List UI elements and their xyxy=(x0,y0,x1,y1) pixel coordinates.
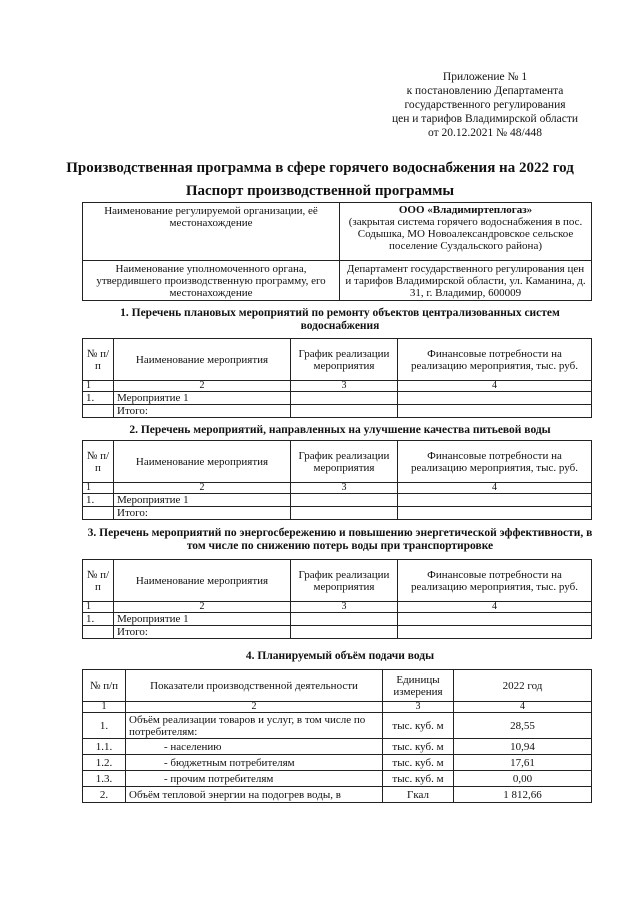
row-num: 1.1. xyxy=(83,739,126,755)
index-cell: 2 xyxy=(114,602,291,613)
row-finance xyxy=(398,494,592,507)
appendix-line: от 20.12.2021 № 48/448 xyxy=(428,127,542,139)
total-label: Итого: xyxy=(114,507,291,520)
row-num: 2. xyxy=(83,787,126,803)
total-num xyxy=(83,626,114,639)
org-label: Наименование регулируемой организации, её местонахождение xyxy=(83,203,340,261)
appendix-line: к постановлению Департамента xyxy=(406,85,564,97)
row-num: 1.3. xyxy=(83,771,126,787)
row-schedule xyxy=(291,494,398,507)
col-unit-header: Единицы измерения xyxy=(383,670,454,702)
col-name-header: Наименование мероприятия xyxy=(114,339,291,381)
total-schedule xyxy=(291,507,398,520)
authority-label: Наименование уполномоченного органа, утвердившего производственную программу, его местонахождение xyxy=(83,261,340,301)
col-schedule-header: График реализации мероприятия xyxy=(291,560,398,602)
row-indicator: - населению xyxy=(126,739,383,755)
col-schedule-header: График реализации мероприятия xyxy=(291,339,398,381)
row-value: 1 812,66 xyxy=(454,787,592,803)
col-schedule-header: График реализации мероприятия xyxy=(291,441,398,483)
row-indicator: Объём тепловой энергии на подогрев воды, в xyxy=(126,787,383,803)
total-schedule xyxy=(291,405,398,418)
col-name-header: Наименование мероприятия xyxy=(114,441,291,483)
index-cell: 2 xyxy=(114,483,291,494)
section4-title: 4. Планируемый объём подачи воды xyxy=(245,650,435,662)
col-finance-header: Финансовые потребности на реализацию мероприятия, тыс. руб. xyxy=(398,339,592,381)
section2-table xyxy=(82,440,592,520)
appendix-line: государственного регулирования xyxy=(404,99,566,111)
col-num-header: № п/п xyxy=(83,339,114,381)
appendix-note xyxy=(330,70,580,140)
row-unit: тыс. куб. м xyxy=(383,771,454,787)
row-schedule xyxy=(291,613,398,626)
row-value: 0,00 xyxy=(454,771,592,787)
row-name: Мероприятие 1 xyxy=(114,494,291,507)
section3-title: 3. Перечень мероприятий по энергосбережению и повышению энергетической эффективности, в том числе по снижению потерь воды при транспортировке xyxy=(87,527,593,552)
index-cell: 1 xyxy=(83,602,114,613)
row-finance xyxy=(398,392,592,405)
index-cell: 2 xyxy=(114,381,291,392)
index-cell: 3 xyxy=(291,483,398,494)
row-unit: Гкал xyxy=(383,787,454,803)
col-name-header: Наименование мероприятия xyxy=(114,560,291,602)
row-unit: тыс. куб. м xyxy=(383,755,454,771)
total-finance xyxy=(398,626,592,639)
total-finance xyxy=(398,405,592,418)
table-row xyxy=(83,739,592,755)
total-num xyxy=(83,507,114,520)
row-value: 10,94 xyxy=(454,739,592,755)
appendix-line: Приложение № 1 xyxy=(442,71,528,83)
total-schedule xyxy=(291,626,398,639)
row-value: 28,55 xyxy=(454,713,592,739)
section1-title: 1. Перечень плановых мероприятий по ремонту объектов централизованных систем водоснабжения xyxy=(120,307,560,332)
index-cell: 4 xyxy=(398,483,592,494)
total-label: Итого: xyxy=(114,405,291,418)
index-cell: 1 xyxy=(83,483,114,494)
row-finance xyxy=(398,613,592,626)
total-finance xyxy=(398,507,592,520)
index-cell: 4 xyxy=(398,381,592,392)
row-unit: тыс. куб. м xyxy=(383,739,454,755)
col-num-header: № п/п xyxy=(83,670,126,702)
page-title: Производственная программа в сфере горячего водоснабжения на 2022 год xyxy=(66,160,574,176)
index-cell: 1 xyxy=(83,381,114,392)
row-num: 1. xyxy=(83,713,126,739)
row-num: 1.2. xyxy=(83,755,126,771)
row-num: 1. xyxy=(83,494,114,507)
section1-table xyxy=(82,338,592,418)
volume-table xyxy=(82,669,592,803)
col-indicator-header: Показатели производственной деятельности xyxy=(126,670,383,702)
row-schedule xyxy=(291,392,398,405)
row-num: 1. xyxy=(83,392,114,405)
row-value: 17,61 xyxy=(454,755,592,771)
col-finance-header: Финансовые потребности на реализацию мероприятия, тыс. руб. xyxy=(398,560,592,602)
col-num-header: № п/п xyxy=(83,560,114,602)
total-num xyxy=(83,405,114,418)
table-row xyxy=(83,771,592,787)
table-row xyxy=(83,787,592,803)
section3-table xyxy=(82,559,592,639)
org-details: (закрытая система горячего водоснабжения в пос. Содышка, МО Новоалександровское сельское поселение Суздальского района) xyxy=(348,216,583,252)
row-unit: тыс. куб. м xyxy=(383,713,454,739)
index-cell: 3 xyxy=(291,602,398,613)
index-cell: 3 xyxy=(383,702,454,713)
table-row xyxy=(83,713,592,739)
org-cell xyxy=(340,203,592,261)
row-indicator: Объём реализации товаров и услуг, в том числе по потребителям: xyxy=(126,713,383,739)
index-cell: 3 xyxy=(291,381,398,392)
row-num: 1. xyxy=(83,613,114,626)
row-name: Мероприятие 1 xyxy=(114,613,291,626)
section2-title: 2. Перечень мероприятий, направленных на улучшение качества питьевой воды xyxy=(129,424,551,436)
table-row xyxy=(83,755,592,771)
page-subtitle: Паспорт производственной программы xyxy=(185,183,455,199)
authority-value: Департамент государственного регулирования цен и тарифов Владимирской области, ул. Каманина, д. 31, г. Владимир, 600009 xyxy=(340,261,592,301)
index-cell: 4 xyxy=(454,702,592,713)
index-cell: 1 xyxy=(83,702,126,713)
passport-table xyxy=(82,202,592,301)
col-year-header: 2022 год xyxy=(454,670,592,702)
col-num-header: № п/п xyxy=(83,441,114,483)
appendix-line: цен и тарифов Владимирской области xyxy=(391,113,579,125)
row-name: Мероприятие 1 xyxy=(114,392,291,405)
total-label: Итого: xyxy=(114,626,291,639)
index-cell: 2 xyxy=(126,702,383,713)
org-name: ООО «Владимиртеплогаз» xyxy=(398,204,533,216)
col-finance-header: Финансовые потребности на реализацию мероприятия, тыс. руб. xyxy=(398,441,592,483)
row-indicator: - бюджетным потребителям xyxy=(126,755,383,771)
row-indicator: - прочим потребителям xyxy=(126,771,383,787)
index-cell: 4 xyxy=(398,602,592,613)
